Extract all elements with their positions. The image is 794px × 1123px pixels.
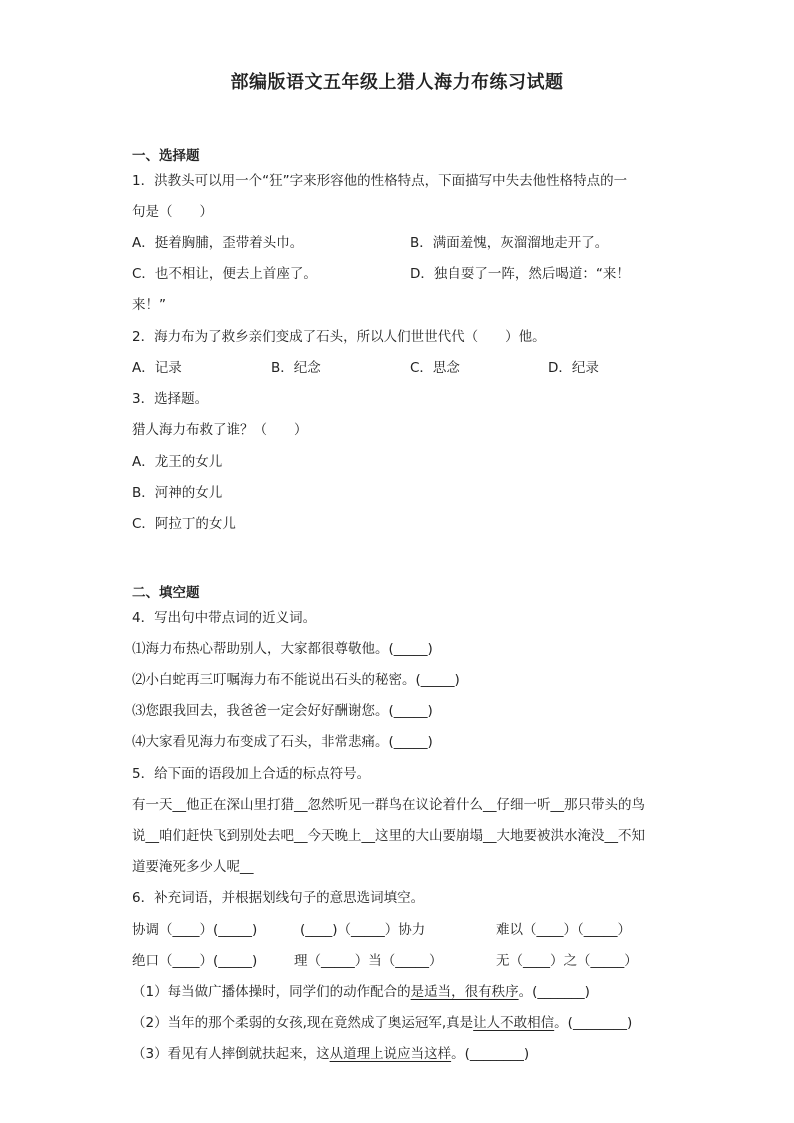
- q2-option-b: B．纪念: [271, 360, 321, 376]
- q1-option-d-cont: 来！”: [132, 297, 166, 313]
- q6-s2-text: （2）当年的那个柔弱的女孩,现在竟然成了奥运冠军,真是: [132, 1015, 474, 1031]
- q4-item: ⑶您跟我回去，我爸爸一定会好好酬谢您。(_____): [132, 703, 433, 719]
- q5-passage-line: 说__咱们赶快飞到别处去吧__今天晚上__这里的大山要崩塌__大地要被洪水淹没__不知: [132, 828, 645, 844]
- q6-word-blank: 难以（____）（_____）: [496, 922, 631, 938]
- q6-s3-text: （3）看见有人摔倒就扶起来，这: [132, 1046, 330, 1062]
- q6-word-blank: 理（_____）当（_____）: [294, 953, 443, 969]
- q6-s3-blank: 。(________): [451, 1046, 530, 1062]
- q2-option-a: A．记录: [132, 360, 182, 376]
- section-heading-choice: 一、选择题: [132, 148, 200, 164]
- q6-sentence-1: [132, 982, 590, 1002]
- q5-stem: 5．给下面的语段加上合适的标点符号。: [132, 766, 371, 782]
- q6-word-blank: 协调（____）(_____): [132, 922, 258, 938]
- q3-option-a: A．龙王的女儿: [132, 454, 223, 470]
- q3-option-c: C．阿拉丁的女儿: [132, 516, 236, 532]
- q1-option-b: B．满面羞愧，灰溜溜地走开了。: [410, 235, 609, 251]
- q6-sentence-3: [132, 1044, 529, 1064]
- q2-option-d: D．纪录: [548, 360, 599, 376]
- q6-s2-underlined: 让人不敢相信: [473, 1015, 555, 1031]
- q3-option-b: B．河神的女儿: [132, 485, 223, 501]
- q5-passage-line: 有一天__他正在深山里打猎__忽然听见一群鸟在议论着什么__仔细一听__那只带头的鸟: [132, 797, 645, 813]
- q4-item: ⑴海力布热心帮助别人，大家都很尊敬他。(_____): [132, 641, 433, 657]
- q6-s1-underlined: 是适当，很有秩序: [410, 984, 519, 1000]
- q1-option-c: C．也不相让，便去上首座了。: [132, 266, 317, 282]
- section-heading-fill: 二、填空题: [132, 585, 200, 601]
- q4-item: ⑵小白蛇再三叮嘱海力布不能说出石头的秘密。(_____): [132, 672, 460, 688]
- q6-word-blank: (____)（_____）协力: [300, 922, 426, 938]
- q1-stem-line2: 句是（ ）: [132, 204, 213, 220]
- q2-stem: 2．海力布为了救乡亲们变成了石头，所以人们世世代代（ ）他。: [132, 329, 546, 345]
- q1-stem-line1: 1．洪教头可以用一个“狂”字来形容他的性格特点，下面描写中失去他性格特点的一: [132, 173, 628, 189]
- q6-word-blank: 绝口（____）(_____): [132, 953, 258, 969]
- q3-sub: 猎人海力布救了谁？（ ）: [132, 422, 308, 438]
- q6-s2-blank: 。(________): [554, 1015, 633, 1031]
- q5-passage-line: 道要淹死多少人呢__: [132, 859, 254, 875]
- q6-s1-blank: 。(_______): [518, 984, 590, 1000]
- q4-item: ⑷大家看见海力布变成了石头，非常悲痛。(_____): [132, 734, 433, 750]
- page-title: 部编版语文五年级上猎人海力布练习试题: [230, 72, 564, 93]
- q3-stem: 3．选择题。: [132, 391, 209, 407]
- q6-stem: 6．补充词语，并根据划线句子的意思选词填空。: [132, 890, 425, 906]
- q1-option-d: D．独自耍了一阵，然后喝道：“来！: [410, 266, 630, 282]
- q6-word-blank: 无（____）之（_____）: [496, 953, 638, 969]
- q4-stem: 4．写出句中带点词的近义词。: [132, 610, 317, 626]
- q6-sentence-2: [132, 1013, 632, 1033]
- q1-option-a: A．挺着胸脯，歪带着头巾。: [132, 235, 304, 251]
- q2-option-c: C．思念: [410, 360, 460, 376]
- q6-s3-underlined: 从道理上说应当这样: [329, 1046, 452, 1062]
- q6-s1-text: （1）每当做广播体操时，同学们的动作配合的: [132, 984, 411, 1000]
